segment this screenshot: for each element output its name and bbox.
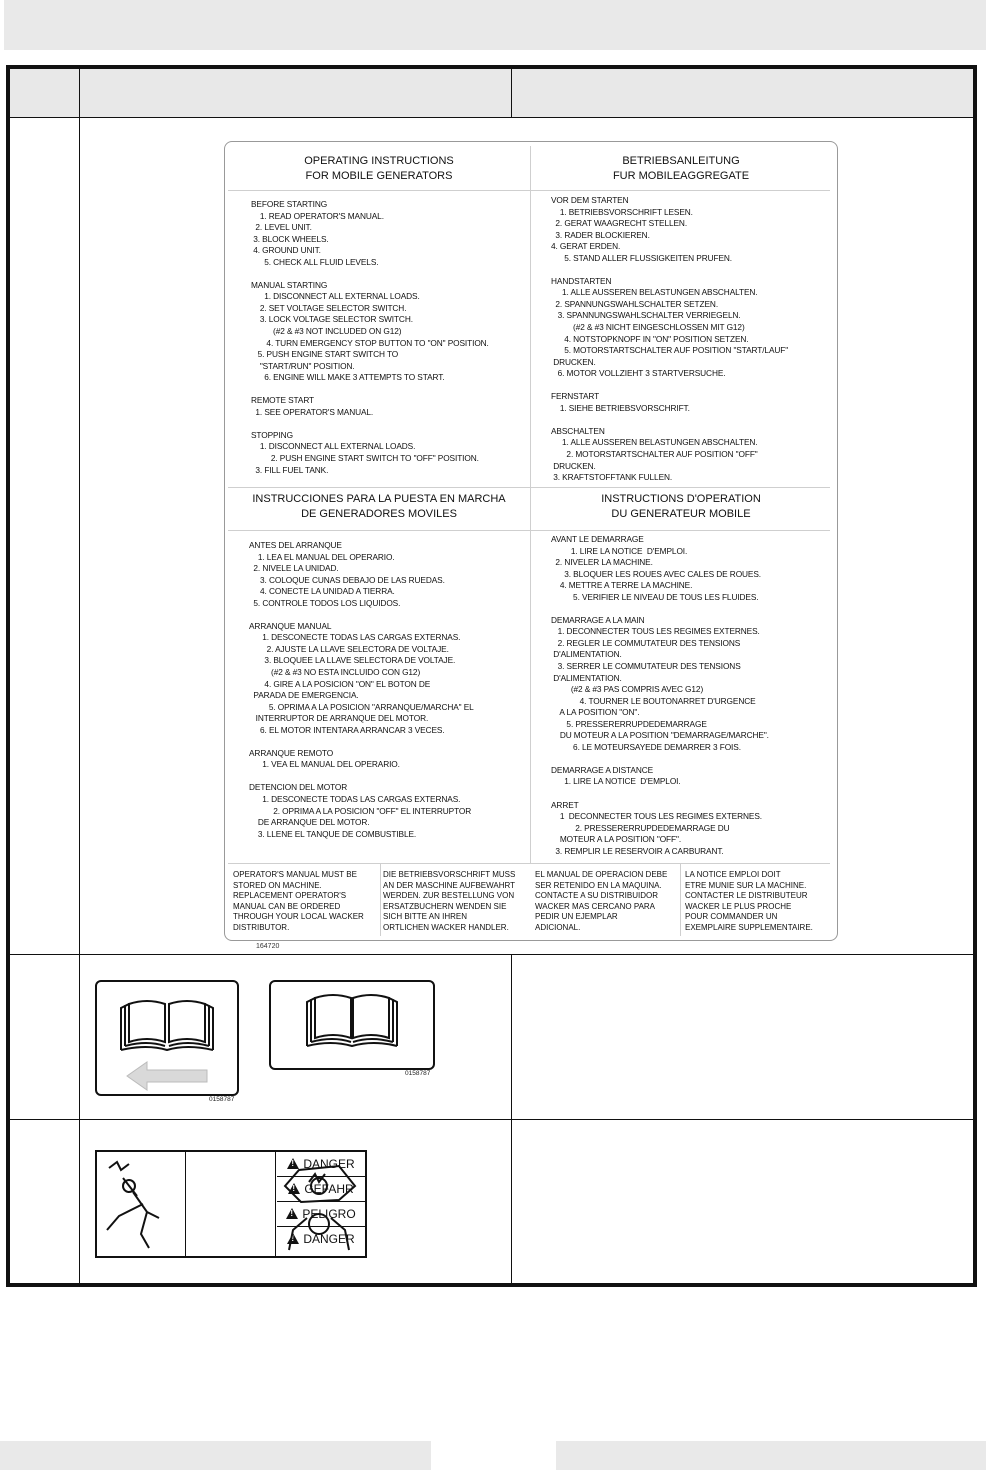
row-divider-1	[10, 954, 973, 955]
en-title	[229, 154, 529, 184]
fr-instructions: AVANT LE DEMARRAGE 1. LIRE LA NOTICE D'EMPLOI. 2. NIVELER LA MACHINE. 3. BLOQUER LES ROUES AVEC CALES DE ROUES. 4. METTRE A TERRE LA MACHINE. 5. VERIFIER LE NIVEAU DE TOUS LES FLUIDES. DEMARRAGE A LA MAIN 1. DECONNECTER TOUS LES REGIMES EXTERNES. 2. REGLER LE COMMUTATEUR DES TENSIONS D'ALIMENTATION. 3. SERRER LE COMMUTATEUR DES TENSIONS D'ALIMENTATION. (#2 & #3 PAS COMPRIS AVEC G12) 4. TOURNER LE BOUTONARRET D'URGENCE A LA POSITION "ON". 5. PRESSERERRUPDEDEMARRAGE DU MOTEUR A LA POSITION "DEMARRAGE/MARCHE". 6. LE MOTEURSAYEDE DEMARRER 3 FOIS. DEMARRAGE A DISTANCE 1. LIRE LA NOTICE D'EMPLOI. ARRET 1 DECONNECTER TOUS LES REGIMES EXTERNES. 2. PRESSERERRUPDEDEMARRAGE DU MOTEUR A LA POSITION "OFF". 3. REMPLIR LE RESERVOIR A CARBURANT.	[551, 534, 769, 856]
shock-hazard-icon	[279, 1156, 361, 1252]
row-divider-2	[10, 1119, 973, 1120]
footer-fr: LA NOTICE EMPLOI DOIT ETRE MUNIE SUR LA MACHINE. CONTACTER LE DISTRIBUTEUR WACKER LE PLUS PROCHE POUR COMMANDER UN EXEMPLAIRE SUPPLEMENTAIRE.	[685, 870, 813, 932]
table-header-row	[10, 69, 973, 117]
de-title-line-2: FUR MOBILEAGGREGATE	[612, 170, 750, 182]
column-divider-ref	[79, 69, 80, 1283]
fr-title	[531, 492, 831, 522]
decal-table	[6, 65, 977, 1287]
es-title-line-2: DE GENERADORES MOVILES	[301, 508, 457, 520]
de-title	[531, 154, 831, 184]
danger-text-es: PELIGRO	[302, 1207, 356, 1221]
header-bar	[4, 0, 986, 50]
danger-text-fr: DANGER	[303, 1232, 355, 1246]
footer-es: EL MANUAL DE OPERACION DEBE SER RETENIDO EN LA MAQUINA. CONTACTE A SU DISTRIBUIDOR WACKER MAS CERCANO PARA PEDIR UN EJEMPLAR ADICIONAL.	[535, 870, 668, 932]
fr-title-line-1: INSTRUCTIONS D'OPERATION	[601, 493, 761, 505]
read-manual-decal	[269, 980, 435, 1070]
footer-en: OPERATOR'S MANUAL MUST BE STORED ON MACHINE. REPLACEMENT OPERATOR'S MANUAL CAN BE ORDERED THROUGH YOUR LOCAL WACKER DISTRIBUTOR.	[233, 870, 364, 932]
es-instructions: ANTES DEL ARRANQUE 1. LEA EL MANUAL DEL OPERARIO. 2. NIVELE LA UNIDAD. 3. COLOQUE CUNAS DEBAJO DE LAS RUEDAS. 4. CONECTE LA UNIDAD A TIERRA. 5. CONTROLE TODOS LOS LIQUIDOS. ARRANQUE MANUAL 1. DESCONECTE TODAS LAS CARGAS EXTERNAS. 2. AJUSTE LA LLAVE SELECTORA DE VOLTAJE. 3. BLOQUEE LA LLAVE SELECTORA DE VOLTAJE. (#2 & #3 NO ESTA INCLUIDO CON G12) 4. GIRE A LA POSICION "ON" EL BOTON DE PARADA DE EMERGENCIA. 5. OPRIMA A LA POSICION "ARRANQUE/MARCHA" EL INTERRUPTOR DE ARRANQUE DEL MOTOR. 6. EL MOTOR INTENTARA ARRANCAR 3 VECES. ARRANQUE REMOTO 1. VEA EL MANUAL DEL OPERARIO. DETENCION DEL MOTOR 1. DESCONECTE TODAS LAS CARGAS EXTERNAS. 2. OPRIMA A LA POSICION "OFF" EL INTERRUPTOR DE ARRANQUE DEL MOTOR. 3. LLENE EL TANQUE DE COMBUSTIBLE.	[249, 540, 474, 839]
de-title-line-1: BETRIEBSANLEITUNG	[622, 155, 740, 167]
danger-text-en: DANGER	[303, 1157, 355, 1171]
column-divider-desc-header	[511, 69, 512, 117]
danger-text-de: GEFAHR	[304, 1182, 354, 1196]
row-divider-header	[10, 117, 973, 118]
es-title-line-1: INSTRUCCIONES PARA LA PUESTA EN MARCHA	[252, 493, 506, 505]
footer-bar-right	[556, 1441, 986, 1470]
read-manual-arrow-decal	[95, 980, 239, 1096]
en-title-line-2: FOR MOBILE GENERATORS	[305, 170, 453, 182]
book-arrow-icon	[97, 982, 237, 1094]
electrocution-icon	[99, 1156, 183, 1252]
en-instructions: BEFORE STARTING 1. READ OPERATOR'S MANUAL. 2. LEVEL UNIT. 3. BLOCK WHEELS. 4. GROUND UNIT. 5. CHECK ALL FLUID LEVELS. MANUAL STARTING 1. DISCONNECT ALL EXTERNAL LOADS. 2. SET VOLTAGE SELECTOR SWITCH. 3. LOCK VOLTAGE SELECTOR SWITCH. (#2 & #3 NOT INCLUDED ON G12) 4. TURN EMERGENCY STOP BUTTON TO "ON" POSITION. 5. PUSH ENGINE START SWITCH TO "START/RUN" POSITION. 6. ENGINE WILL MAKE 3 ATTEMPTS TO START. REMOTE START 1. SEE OPERATOR'S MANUAL. STOPPING 1. DISCONNECT ALL EXTERNAL LOADS. 2. PUSH ENGINE START SWITCH TO "OFF" POSITION. 3. FILL FUEL TANK.	[251, 199, 489, 475]
es-title	[229, 492, 529, 522]
decal-code-left: 0158787	[209, 1096, 235, 1103]
footer-bar-left	[0, 1441, 431, 1470]
de-instructions: VOR DEM STARTEN 1. BETRIEBSVORSCHRIFT LESEN. 2. GERAT WAAGRECHT STELLEN. 3. RADER BLOCKIEREN. 4. GERAT ERDEN. 5. STAND ALLER FLUSSIGKEITEN PRUFEN. HANDSTARTEN 1. ALLE AUSSEREN BELASTUNGEN ABSCHALTEN. 2. SPANNUNGSWAHLSCHALTER SETZEN. 3. SPANNUNGSWAHLSCHALTER VERRIEGELN. (#2 & #3 NICHT EINGESCHLOSSEN MIT G12) 4. NOTSTOPKNOPF IN "ON" POSITION SETZEN. 5. MOTORSTARTSCHALTER AUF POSITION "START/LAUF" DRUCKEN. 6. MOTOR VOLLZIEHT 3 STARTVERSUCHE. FERNSTART 1. SIEHE BETRIEBSVORSCHRIFT. ABSCHALTEN 1. ALLE AUSSEREN BELASTUNGEN ABSCHALTEN. 2. MOTORSTARTSCHALTER AUF POSITION "OFF" DRUCKEN. 3. KRAFTSTOFFTANK FULLEN.	[551, 195, 789, 483]
book-icon	[271, 982, 433, 1068]
fr-title-line-2: DU GENERATEUR MOBILE	[611, 508, 751, 520]
operating-instructions-decal	[224, 141, 838, 941]
decal-part-number: 164720	[256, 943, 280, 950]
en-title-line-1: OPERATING INSTRUCTIONS	[304, 155, 454, 167]
decal-code-right: 0158787	[405, 1070, 431, 1077]
electrical-danger-decal	[95, 1150, 367, 1258]
footer-de: DIE BETRIEBSVORSCHRIFT MUSS AN DER MASCHINE AUFBEWAHRT WERDEN. ZUR BESTELLUNG VON ERSATZBUCHERN WENDEN SIE SICH BITTE AN IHREN ORTLICHEN WACKER HANDLER.	[383, 870, 516, 932]
danger-labels	[187, 1152, 356, 1256]
